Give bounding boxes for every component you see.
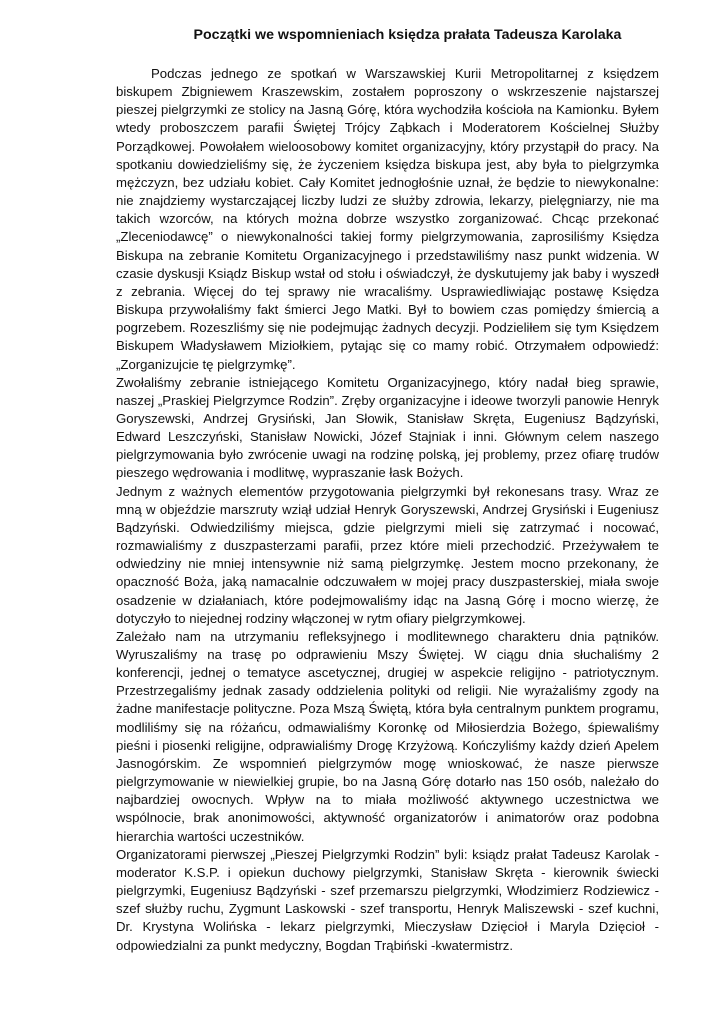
document-body [116, 65, 659, 955]
paragraph-5: Organizatorami pierwszej „Pieszej Pielgrzymki Rodzin” byli: ksiądz prałat Tadeusz Karolak - moderator K.S.P. i opiekun duchowy pielgrzymki, Stanisław Skręta - kierownik świecki pielgrzymki, Eugeniusz Bądzyński - szef przemarszu pielgrzymki, Włodzimierz Rodziewicz - szef służby ruchu, Zygmunt Laskowski - szef transportu, Henryk Maliszewski - szef kuchni, Dr. Krystyna Wolińska - lekarz pielgrzymki, Mieczysław Dzięcioł i Maryla Dzięcioł - odpowiedzialni za punkt medyczny, Bogdan Trąbiński -kwatermistrz. [116, 846, 659, 953]
paragraph-1: Podczas jednego ze spotkań w Warszawskiej Kurii Metropolitarnej z księdzem biskupem Zbigniewem Kraszewskim, zostałem poproszony o wskrzeszenie najstarszej pieszej pielgrzymki ze stolicy na Jasną Górę, która wychodziła kościoła na Kamionku. Byłem wtedy proboszczem parafii Świętej Trójcy Ząbkach i Moderatorem Kościelnej Służby Porządkowej. Powołałem wieloosobowy komitet organizacyjny, który przystąpił do pracy. Na spotkaniu dowiedzieliśmy się, że życzeniem księdza biskupa jest, aby była to pielgrzymka mężczyzn, bez udziału kobiet. Cały Komitet jednogłośnie uznał, że będzie to niewykonalne: nie znajdziemy wystarczającej liczby ludzi ze służby zdrowia, lekarzy, pielęgniarzy, nie ma takich wzorców, na których można dobrze wszystko zorganizować. Chcąc przekonać „Zleceniodawcę” o niewykonalności takiej formy pielgrzymowania, zaprosiliśmy Księdza Biskupa na zebranie Komitetu Organizacyjnego i przedstawiliśmy nasz punkt widzenia. W czasie dyskusji Ksiądz Biskup wstał od stołu i oświadczył, że dyskutujemy jak baby i wyszedł z zebrania. Więcej do tej sprawy nie wracaliśmy. Usprawiedliwiając postawę Księdza Biskupa przywołaliśmy fakt śmierci Jego Matki. Był to bowiem czas pomiędzy śmiercią a pogrzebem. Rozeszliśmy się nie podejmując żadnych decyzji. Podzieliłem się tym Księdzem Biskupem Władysławem Miziołkiem, pytając się co mamy robić. Otrzymałem odpowiedź: „Zorganizujcie tę pielgrzymkę”. [116, 66, 659, 372]
paragraph-3: Jednym z ważnych elementów przygotowania pielgrzymki był rekonesans trasy. Wraz ze mną w objeździe marszruty wziął udział Henryk Goryszewski, Andrzej Grysiński i Eugeniusz Bądzyński. Odwiedziliśmy miejsca, gdzie pielgrzymi mieli się zatrzymać i nocować, rozmawialiśmy z duszpasterzami parafii, przez które mieli przechodzić. Przeżywałem te odwiedziny nie mniej intensywnie niż samą pielgrzymkę. Jestem mocno przekonany, że opaczność Boża, jaką namacalnie odczuwałem w mojej pracy duszpasterskiej, miała swoje osadzenie w działaniach, które podejmowaliśmy idąc na Jasną Górę i mocno wierzę, że dotyczyło to niejednej rodziny włączonej w rytm ofiary pielgrzymkowej. [116, 483, 659, 626]
document-title: Początki we wspomnieniach księdza prałata Tadeusza Karolaka [193, 27, 622, 43]
paragraph-4: Zależało nam na utrzymaniu refleksyjnego i modlitewnego charakteru dnia pątników. Wyruszaliśmy na trasę po odprawieniu Mszy Świętej. W ciągu dnia słuchaliśmy 2 konferencji, jednej o tematyce ascetycznej, drugiej w aspekcie religijno - patriotycznym. Przestrzegaliśmy jednak zasady oddzielenia polityki od religii. Nie wyrażaliśmy zgody na żadne manifestacje polityczne. Poza Mszą Świętą, która była centralnym punktem programu, modliliśmy się na różańcu, odmawialiśmy Koronkę od Miłosierdzia Bożego, śpiewaliśmy pieśni i piosenki religijne, odprawialiśmy Drogę Krzyżową. Kończyliśmy każdy dzień Apelem Jasnogórskim. Ze wspomnień pielgrzymów mogę wnioskować, że nasze pierwsze pielgrzymowanie w niewielkiej grupie, bo na Jasną Górę dotarło nas 150 osób, należało do najbardziej owocnych. Wpływ na to miała możliwość aktywnego uczestnictwa we wspólnocie, brak anonimowości, aktywność organizatorów i animatorów oraz podobna hierarchia wartości uczestników. [116, 628, 659, 844]
paragraph-2: Zwołaliśmy zebranie istniejącego Komitetu Organizacyjnego, który nadał bieg sprawie, naszej „Praskiej Pielgrzymce Rodzin”. Zręby organizacyjne i ideowe tworzyli panowie Henryk Goryszewski, Andrzej Grysiński, Jan Słowik, Stanisław Skręta, Eugeniusz Bądzyński, Edward Leszczyński, Stanisław Nowicki, Józef Stajniak i inni. Głównym celem naszego pielgrzymowania było zwrócenie uwagi na rodzinę polską, jej problemy, przez ofiarę trudów pieszego wędrowania i modlitwę, wypraszanie łask Bożych. [116, 374, 659, 481]
